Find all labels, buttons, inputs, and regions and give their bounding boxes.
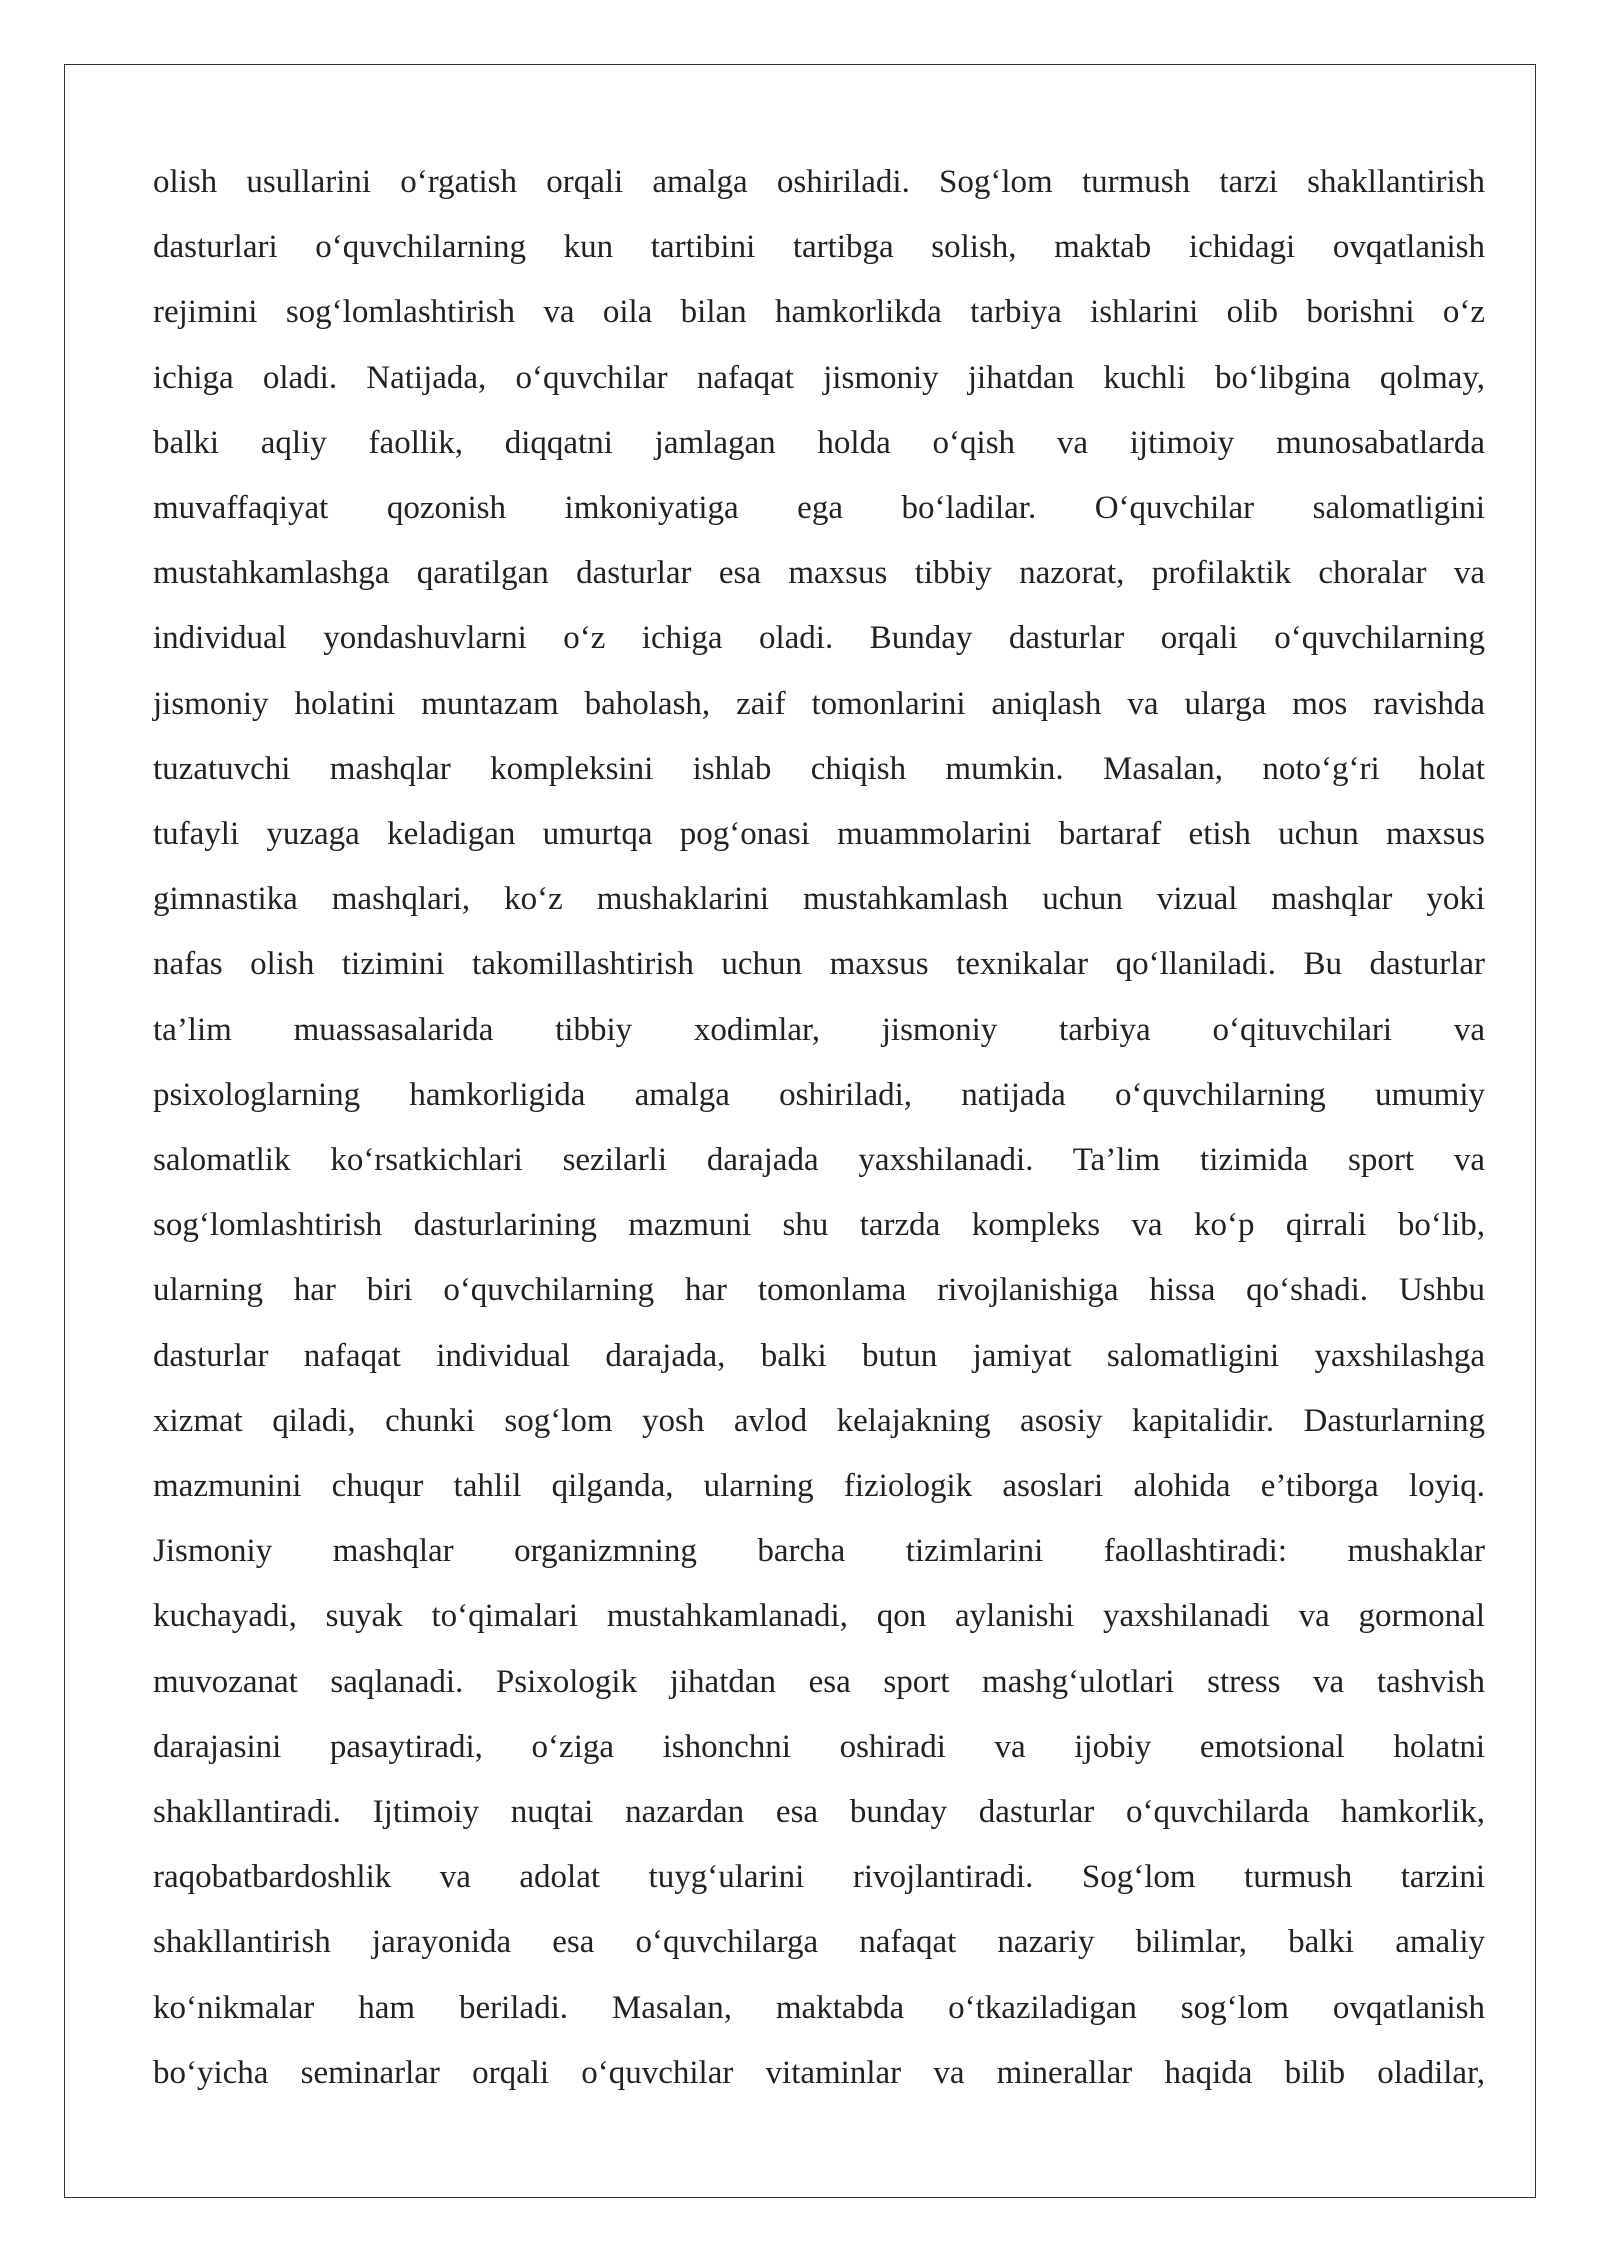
text-line: gimnastika mashqlari, ko‘z mushaklarini mustahkamlash uchun vizual mashqlar yoki [153, 881, 1485, 918]
body-paragraph [153, 150, 1485, 2106]
text-line: raqobatbardoshlik va adolat tuyg‘ularini rivojlantiradi. Sog‘lom turmush tarzini [153, 1859, 1485, 1896]
text-line: tufayli yuzaga keladigan umurtqa pog‘onasi muammolarini bartaraf etish uchun maxsus [153, 816, 1485, 853]
text-line: darajasini pasaytiradi, o‘ziga ishonchni oshiradi va ijobiy emotsional holatni [153, 1728, 1485, 1765]
text-line: nafas olish tizimini takomillashtirish uchun maxsus texnikalar qo‘llaniladi. Bu dasturlar [153, 946, 1485, 983]
text-line: sog‘lomlashtirish dasturlarining mazmuni shu tarzda kompleks va ko‘p qirrali bo‘lib, [153, 1207, 1485, 1244]
text-line: ko‘nikmalar ham beriladi. Masalan, maktabda o‘tkaziladigan sog‘lom ovqatlanish [153, 1989, 1485, 2026]
text-line: jismoniy holatini muntazam baholash, zaif tomonlarini aniqlash va ularga mos ravishda [153, 685, 1485, 722]
text-line: shakllantirish jarayonida esa o‘quvchilarga nafaqat nazariy bilimlar, balki amaliy [153, 1924, 1485, 1961]
text-line: salomatlik ko‘rsatkichlari sezilarli darajada yaxshilanadi. Ta’lim tizimida sport va [153, 1142, 1485, 1179]
text-line: psixologlarning hamkorligida amalga oshiriladi, natijada o‘quvchilarning umumiy [153, 1076, 1485, 1113]
text-line: ularning har biri o‘quvchilarning har tomonlama rivojlanishiga hissa qo‘shadi. Ushbu [153, 1272, 1485, 1309]
text-line: ichiga oladi. Natijada, o‘quvchilar nafaqat jismoniy jihatdan kuchli bo‘libgina qolmay, [153, 359, 1485, 396]
text-line: muvozanat saqlanadi. Psixologik jihatdan esa sport mashg‘ulotlari stress va tashvish [153, 1663, 1485, 1700]
text-line: rejimini sog‘lomlashtirish va oila bilan hamkorlikda tarbiya ishlarini olib borishni o‘z [153, 294, 1485, 331]
text-line: Jismoniy mashqlar organizmning barcha tizimlarini faollashtiradi: mushaklar [153, 1533, 1485, 1570]
text-line: tuzatuvchi mashqlar kompleksini ishlab chiqish mumkin. Masalan, noto‘g‘ri holat [153, 750, 1485, 787]
text-line: mustahkamlashga qaratilgan dasturlar esa maxsus tibbiy nazorat, profilaktik choralar va [153, 555, 1485, 592]
text-line: individual yondashuvlarni o‘z ichiga oladi. Bunday dasturlar orqali o‘quvchilarning [153, 620, 1485, 657]
text-line: ta’lim muassasalarida tibbiy xodimlar, jismoniy tarbiya o‘qituvchilari va [153, 1011, 1485, 1048]
text-line: bo‘yicha seminarlar orqali o‘quvchilar vitaminlar va minerallar haqida bilib oladilar, [153, 2054, 1485, 2091]
text-line: dasturlari o‘quvchilarning kun tartibini tartibga solish, maktab ichidagi ovqatlanish [153, 229, 1485, 266]
text-line: mazmunini chuqur tahlil qilganda, ularning fiziologik asoslari alohida e’tiborga loyiq. [153, 1468, 1485, 1505]
text-line: balki aqliy faollik, diqqatni jamlagan holda o‘qish va ijtimoiy munosabatlarda [153, 424, 1485, 461]
text-line: xizmat qiladi, chunki sog‘lom yosh avlod kelajakning asosiy kapitalidir. Dasturlarning [153, 1402, 1485, 1439]
text-line: kuchayadi, suyak to‘qimalari mustahkamlanadi, qon aylanishi yaxshilanadi va gormonal [153, 1598, 1485, 1635]
text-line: muvaffaqiyat qozonish imkoniyatiga ega bo‘ladilar. O‘quvchilar salomatligini [153, 490, 1485, 527]
text-line: olish usullarini o‘rgatish orqali amalga oshiriladi. Sog‘lom turmush tarzi shakllantirish [153, 164, 1485, 200]
text-line: dasturlar nafaqat individual darajada, balki butun jamiyat salomatligini yaxshilashga [153, 1337, 1485, 1374]
text-line: shakllantiradi. Ijtimoiy nuqtai nazardan esa bunday dasturlar o‘quvchilarda hamkorlik, [153, 1794, 1485, 1831]
